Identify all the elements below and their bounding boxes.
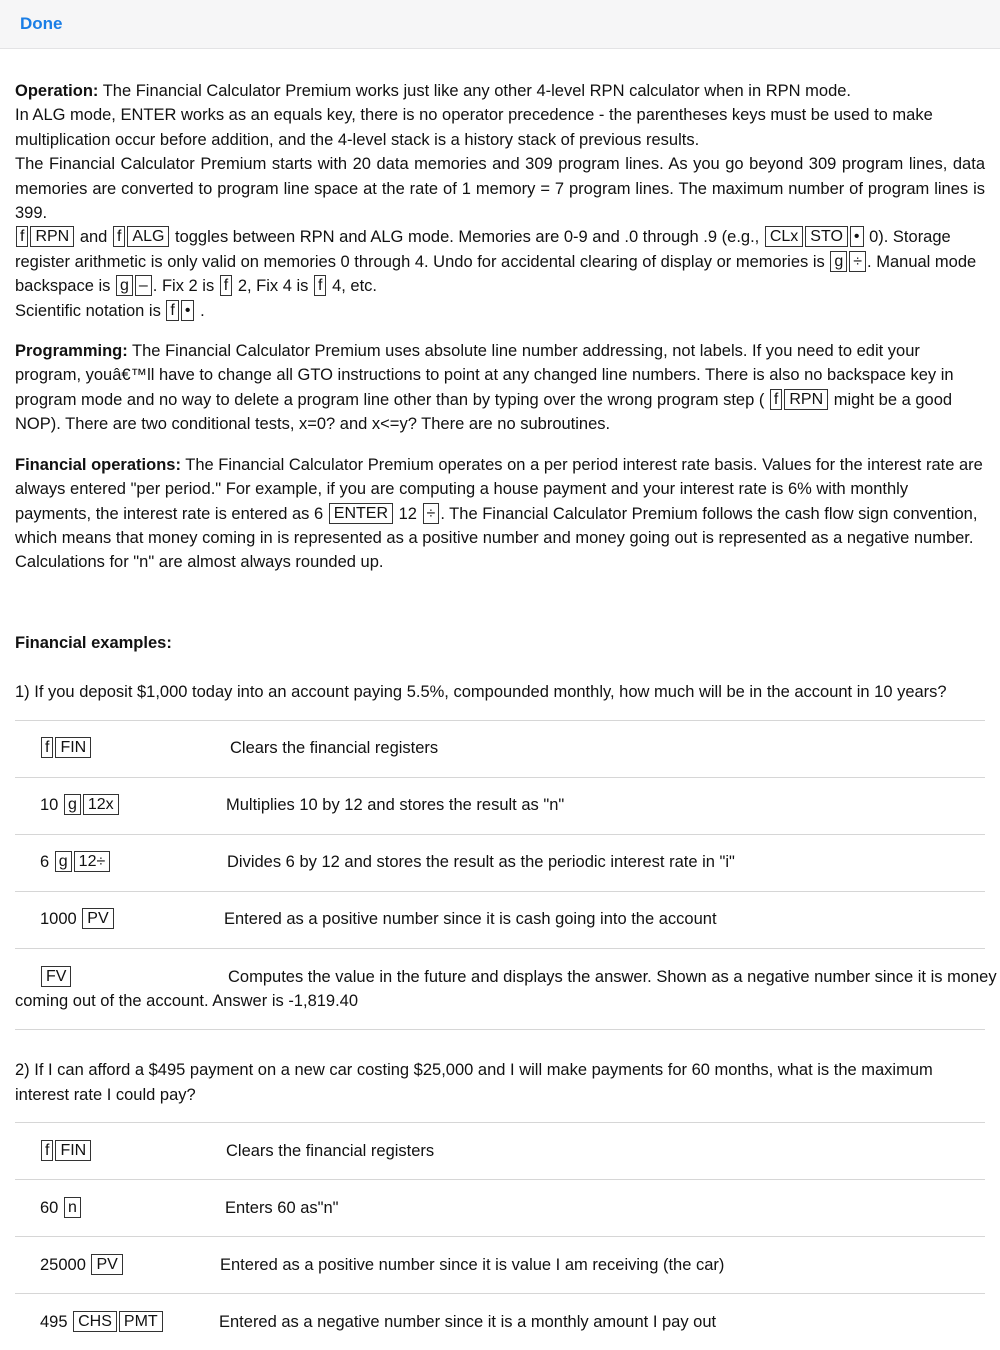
step-value: 495: [40, 1312, 73, 1331]
step-keys: [40, 1139, 92, 1163]
step-keys: [40, 1253, 124, 1277]
key-fv: FV: [41, 966, 71, 987]
financial-ops-text-3: . The Financial Calculator Premium follows the cash flow sign convention, which means that money coming in is represented as a positive number and money going out is represented as a negative number. Calculations for "n" are almost always rounded up.: [15, 504, 978, 572]
calc-key: CHS: [73, 1311, 117, 1332]
step-keys: [40, 736, 92, 760]
financial-ops-text-2: 12: [394, 504, 422, 523]
key-divide: ÷: [849, 251, 866, 272]
step-row: [15, 834, 985, 891]
operation-fix2-text: . Fix 2 is: [152, 277, 219, 296]
help-content: [0, 49, 1000, 1350]
step-value: 1000: [40, 910, 82, 929]
step-row: [15, 1122, 985, 1179]
step-value: 60: [40, 1198, 63, 1217]
step-row: [15, 891, 985, 948]
step-description: Multiplies 10 by 12 and stores the result as "n": [226, 796, 565, 815]
calc-key: FIN: [55, 1140, 91, 1161]
programming-paragraph: [15, 339, 985, 437]
key-f: f: [113, 226, 125, 247]
sci-notation-text: Scientific notation is: [15, 301, 166, 320]
step-value: 6: [40, 853, 54, 872]
step-description: Entered as a positive number since it is value I am receiving (the car): [220, 1255, 725, 1274]
step-keys: [40, 965, 72, 989]
programming-text-2: might be a good NOP). There are two conditional tests, x=0? and x<=y? There are no subroutines.: [15, 390, 953, 434]
key-f: f: [314, 275, 326, 296]
example-1-question: 1) If you deposit $1,000 today into an account paying 5.5%, compounded monthly, how much will be in the account in 10 years?: [15, 683, 947, 702]
example-1-steps: [15, 720, 985, 948]
step-row: [15, 1293, 985, 1350]
step-description: Clears the financial registers: [226, 1141, 435, 1160]
key-g: g: [116, 275, 133, 296]
step-row: [15, 1179, 985, 1236]
financial-ops-paragraph: [15, 453, 985, 575]
calc-key: PMT: [119, 1311, 163, 1332]
example-2-question: 2) If I can afford a $495 payment on a new car costing $25,000 and I will make payments for 60 months, what is the maximum interest rate I could pay?: [15, 1061, 933, 1104]
operation-intro: [15, 79, 985, 103]
step-description: Entered as a positive number since it is cash going into the account: [224, 910, 717, 929]
step-keys: [40, 1196, 82, 1220]
key-f: f: [770, 389, 782, 410]
calc-key: g: [55, 851, 72, 872]
calc-key: g: [64, 794, 81, 815]
calc-key: n: [64, 1197, 81, 1218]
key-clx: CLx: [765, 226, 803, 247]
examples-title: Financial examples:: [15, 633, 172, 652]
step-description-cont: coming out of the account. Answer is -1,819.40: [15, 991, 359, 1010]
step-keys: [40, 850, 111, 874]
calc-key: 12÷: [74, 851, 111, 872]
operation-fix4-text: 2, Fix 4 is: [233, 277, 314, 296]
key-minus: –: [135, 275, 152, 296]
key-dot: •: [181, 300, 195, 321]
calc-key: 12x: [83, 794, 119, 815]
programming-text-1: The Financial Calculator Premium uses absolute line number addressing, not labels. If you need to edit your program, youâ€™ll have to change all GTO instructions to point at any changed line numbers. There is also no backspace key in program mode and no way to delete a program line other than by typing over the wrong program step (: [15, 342, 954, 409]
financial-ops-text-1: The Financial Calculator Premium operates on a per period interest rate basis. Values for the interest rate are always entered "per period." For example, if you are computing a house payment and your interest rate is 6% with monthly payments, the interest rate is entered as 6: [15, 455, 983, 523]
key-g: g: [830, 251, 847, 272]
example-2-steps: [15, 1122, 985, 1350]
operation-toggles-text: toggles between RPN and ALG mode. Memories are 0-9 and .0 through .9 (e.g.,: [170, 228, 764, 247]
step-description: Entered as a negative number since it is a monthly amount I pay out: [219, 1312, 717, 1331]
operation-text-3: The Financial Calculator Premium starts with 20 data memories and 309 program lines. As you go beyond 309 program lines, data memories are converted to program line space at the rate of 1 memory = 7 program lines. The maximum number of program lines is 399.: [15, 155, 985, 223]
operation-text-1: The Financial Calculator Premium works just like any other 4-level RPN calculator when in RPN mode.: [98, 82, 852, 100]
operation-text-2: In ALG mode, ENTER works as an equals key, there is no operator precedence - the parentheses keys must be used to make multiplication occur before addition, and the 4-level stack is a history stack of previous results.: [15, 106, 933, 149]
operation-text-5: [15, 299, 985, 323]
key-f: f: [16, 226, 28, 247]
step-value: 25000: [40, 1255, 91, 1274]
key-rpn: RPN: [30, 226, 74, 247]
step-keys: [40, 1310, 164, 1334]
example-1-step-fv: [15, 948, 997, 1031]
text-and: and: [75, 228, 112, 247]
step-keys: [40, 907, 115, 931]
done-button[interactable]: Done: [20, 13, 63, 33]
step-row: [15, 720, 985, 777]
step-description: Computes the value in the future and displays the answer. Shown as a negative number since it is money: [228, 967, 997, 986]
key-divide: ÷: [423, 503, 440, 524]
calc-key: f: [41, 1140, 53, 1161]
key-dot: •: [850, 226, 864, 247]
step-keys: [40, 793, 120, 817]
step-row: [15, 1236, 985, 1293]
operation-text-4: [15, 225, 985, 298]
step-description: Divides 6 by 12 and stores the result as the periodic interest rate in "i": [227, 853, 735, 872]
key-f: f: [220, 275, 232, 296]
step-description: Clears the financial registers: [230, 739, 439, 758]
operation-etc-text: 4, etc.: [327, 277, 378, 296]
key-sto: STO: [805, 226, 848, 247]
calc-key: FIN: [55, 737, 91, 758]
calc-key: PV: [82, 908, 113, 929]
programming-title: Programming:: [15, 342, 128, 361]
financial-ops-title: Financial operations:: [15, 455, 181, 474]
text-period: .: [195, 301, 205, 320]
operation-manual-text: . Manual mode backspace is: [15, 252, 977, 296]
step-description: Enters 60 as"n": [225, 1198, 339, 1217]
calc-key: PV: [91, 1254, 122, 1275]
key-rpn: RPN: [784, 389, 828, 410]
calc-key: f: [41, 737, 53, 758]
key-f: f: [166, 300, 178, 321]
key-enter: ENTER: [329, 503, 393, 524]
nav-bar: [0, 0, 1000, 49]
step-row: [15, 777, 985, 834]
step-value: 10: [40, 796, 63, 815]
operation-storage-text: 0). Storage register arithmetic is only valid on memories 0 through 4. Undo for accidental clearing of display or memories is: [15, 228, 951, 271]
key-alg: ALG: [127, 226, 169, 247]
operation-title: Operation:: [15, 82, 99, 100]
